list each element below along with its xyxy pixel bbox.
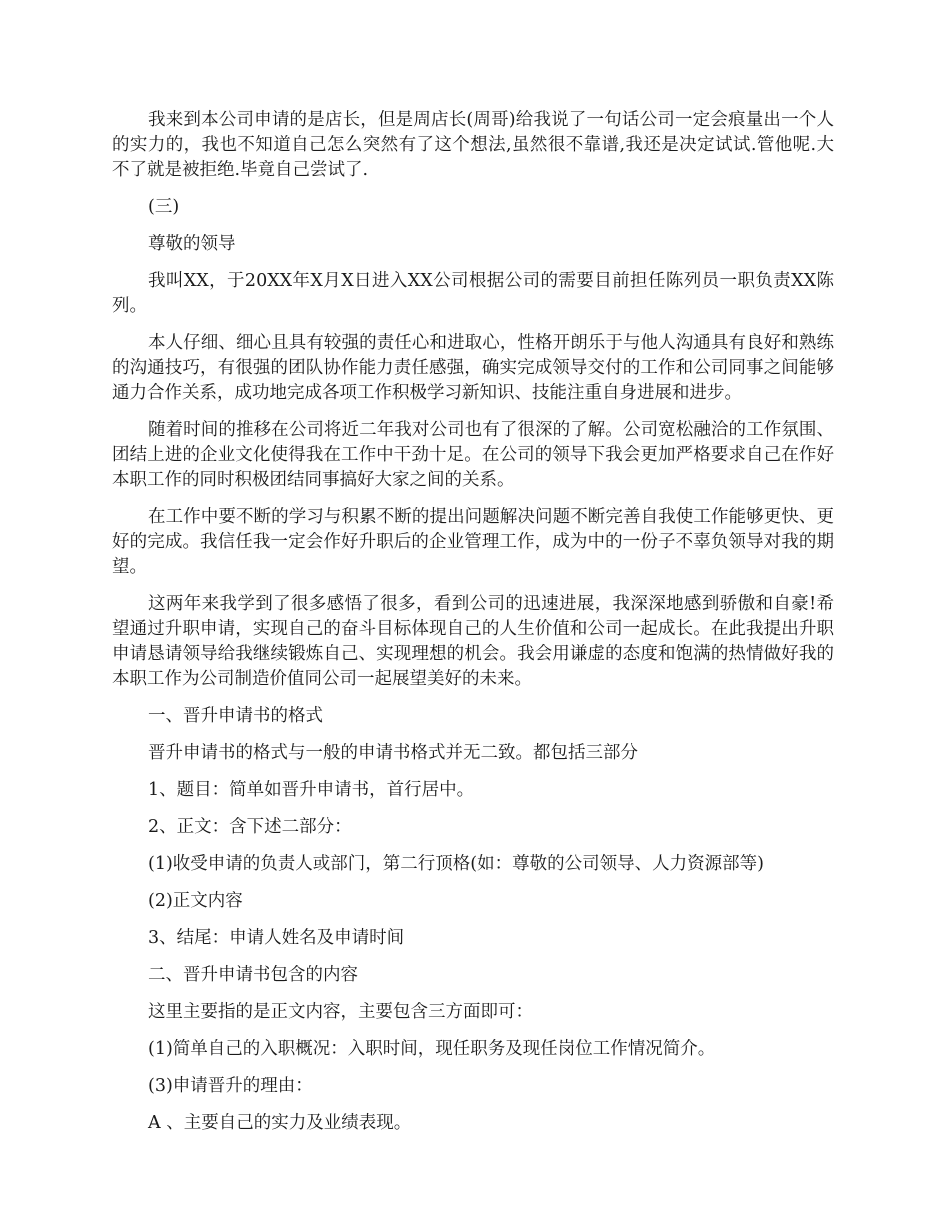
content-item-overview: (1)简单自己的入职概况：入职时间，现任职务及现任岗位工作情况简介。 — [148, 1039, 716, 1059]
salutation: 尊敬的领导 — [148, 234, 236, 254]
format-subitem-recipient: (1)收受申请的负责人或部门，第二行顶格(如：尊敬的公司领导、人力资源部等) — [148, 854, 764, 874]
content-item-performance: A 、主要自己的实力及业绩表现。 — [148, 1113, 412, 1133]
content-summary: 这里主要指的是正文内容，主要包含三方面即可： — [148, 1002, 533, 1022]
format-item-ending: 3、结尾：申请人姓名及申请时间 — [148, 928, 405, 948]
section-number: (三) — [148, 197, 180, 217]
document-page — [112, 108, 834, 1148]
format-subitem-content: (2)正文内容 — [148, 891, 243, 911]
paragraph-request: 这两年来我学到了很多感悟了很多，看到公司的迅速进展，我深深地感到骄傲和自豪!希望通过升职申请，实现自己的奋斗目标体现自己的人生价值和公司一起成长。在此我提出升职申请恳请领导给我继续锻炼自己、实现理想的机会。我会用谦虚的态度和饱满的热情做好我的本职工作为公司制造价值同公司一起展望美好的未来。 — [112, 594, 834, 689]
heading-format: 一、晋升申请书的格式 — [148, 706, 323, 726]
format-item-body: 2、正文：含下述二部分： — [148, 817, 352, 837]
heading-content: 二、晋升申请书包含的内容 — [148, 965, 358, 985]
paragraph-company: 随着时间的推移在公司将近二年我对公司也有了很深的了解。公司宽松融洽的工作氛围、团结上进的企业文化使得我在工作中干劲十足。在公司的领导下我会更加严格要求自己在作好本职工作的同时积极团结同事搞好大家之间的关系。 — [112, 420, 834, 490]
paragraph-character: 本人仔细、细心且具有较强的责任心和进取心，性格开朗乐于与他人沟通具有良好和熟练的沟通技巧，有很强的团队协作能力责任感强，确实完成领导交付的工作和公司同事之间能够通力合作关系，成功地完成各项工作积极学习新知识、技能注重自身进展和进步。 — [112, 333, 834, 403]
content-item-reason: (3)申请晋升的理由： — [148, 1076, 313, 1096]
paragraph-self-intro: 我叫XX，于20XX年X月X日进入XX公司根据公司的需要目前担任陈列员一职负责XX陈列。 — [112, 271, 834, 316]
format-summary: 晋升申请书的格式与一般的申请书格式并无二致。都包括三部分 — [148, 743, 638, 763]
format-item-title: 1、题目：简单如晋升申请书，首行居中。 — [148, 780, 475, 800]
paragraph-work: 在工作中要不断的学习与积累不断的提出问题解决问题不断完善自我使工作能够更快、更好的完成。我信任我一定会作好升职后的企业管理工作，成为中的一份子不辜负领导对我的期望。 — [112, 507, 834, 577]
paragraph-intro: 我来到本公司申请的是店长，但是周店长(周哥)给我说了一句话公司一定会痕量出一个人的实力的，我也不知道自己怎么突然有了这个想法,虽然很不靠谱,我还是决定试试.管他呢.大不了就是被拒绝.毕竟自己尝试了. — [112, 110, 834, 180]
